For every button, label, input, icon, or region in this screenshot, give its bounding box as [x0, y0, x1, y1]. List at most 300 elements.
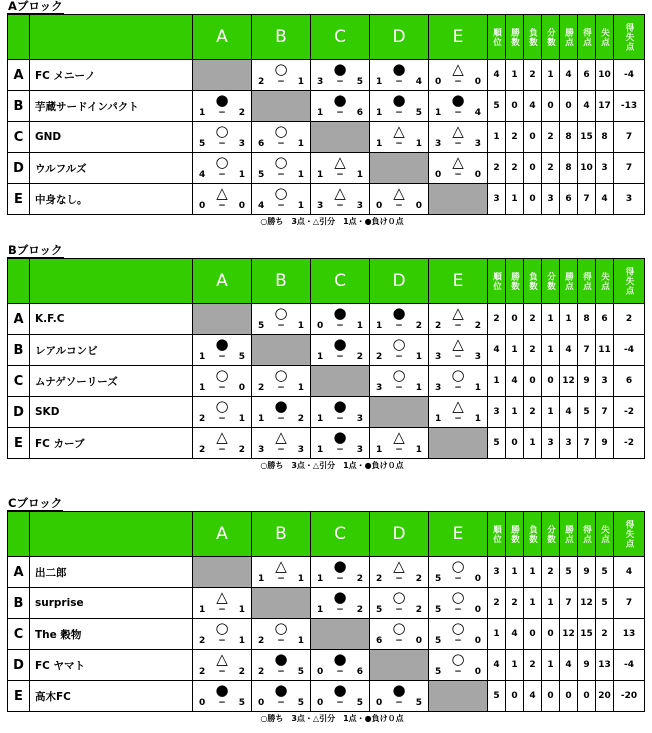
score-separator: −	[277, 77, 285, 87]
row-label: A	[8, 60, 29, 90]
loss-mark-icon: ●	[392, 681, 406, 699]
header-goals-against: 失点	[596, 259, 613, 303]
loss-mark-icon: ●	[333, 681, 347, 699]
score-separator: −	[218, 383, 226, 393]
draw-mark-icon: △	[452, 304, 464, 322]
score-line	[429, 139, 487, 150]
score-separator: −	[336, 667, 344, 677]
draw-mark-icon: △	[452, 153, 464, 171]
block-c-section	[0, 497, 652, 727]
stat-goal-difference: 2	[614, 304, 644, 334]
team-name: ウルフルズ	[30, 153, 192, 183]
loss-mark-icon: ●	[333, 650, 347, 668]
stat-losses: 2	[524, 335, 541, 365]
stat-goals-for: 8	[578, 304, 595, 334]
win-mark-icon: ○	[392, 588, 406, 606]
stat-goal-difference: 6	[614, 366, 644, 396]
score-against: 5	[297, 698, 304, 708]
stat-wins: 0	[506, 304, 523, 334]
score-for: 3	[317, 201, 324, 211]
score-for: 1	[199, 383, 206, 393]
score-against: 4	[474, 108, 481, 118]
score-against: 1	[238, 636, 245, 646]
score-line	[370, 445, 428, 456]
score-for: 0	[199, 698, 206, 708]
match-result-cell	[193, 122, 251, 152]
score-separator: −	[395, 321, 403, 331]
score-against: 0	[238, 383, 245, 393]
self-match-cell	[311, 619, 369, 649]
match-result-cell	[193, 184, 251, 214]
stat-losses: 4	[524, 91, 541, 121]
score-for: 5	[435, 605, 442, 615]
loss-mark-icon: ●	[392, 60, 406, 78]
stat-draws: 0	[542, 619, 559, 649]
score-against: 3	[356, 414, 363, 424]
stat-rank: 3	[488, 184, 505, 214]
stat-draws: 2	[542, 557, 559, 587]
score-for: 5	[376, 605, 383, 615]
score-against: 2	[474, 321, 481, 331]
header-opponent-d: D	[370, 512, 428, 556]
match-result-cell	[370, 335, 428, 365]
self-match-cell	[370, 153, 428, 183]
stat-wins: 1	[506, 184, 523, 214]
score-for: 5	[258, 170, 265, 180]
score-for: 2	[199, 636, 206, 646]
match-result-cell	[370, 122, 428, 152]
score-separator: −	[454, 108, 462, 118]
score-against: 3	[238, 139, 245, 149]
header-draws: 分数	[542, 15, 559, 59]
score-against: 5	[238, 698, 245, 708]
loss-mark-icon: ●	[392, 91, 406, 109]
stat-goal-difference: 7	[614, 122, 644, 152]
row-label: C	[8, 122, 29, 152]
score-against: 1	[415, 383, 422, 393]
stat-points: 4	[560, 397, 577, 427]
score-separator: −	[336, 352, 344, 362]
win-mark-icon: ○	[451, 366, 465, 384]
stat-rank: 2	[488, 304, 505, 334]
score-for: 1	[376, 321, 383, 331]
score-for: 1	[317, 574, 324, 584]
win-mark-icon: ○	[274, 619, 288, 637]
draw-mark-icon: △	[452, 60, 464, 78]
score-against: 6	[356, 108, 363, 118]
score-against: 1	[356, 321, 363, 331]
score-for: 2	[435, 321, 442, 331]
score-against: 1	[238, 170, 245, 180]
header-losses: 負数	[524, 259, 541, 303]
stat-points: 4	[560, 60, 577, 90]
score-against: 0	[238, 201, 245, 211]
stat-draws: 1	[542, 60, 559, 90]
score-for: 3	[435, 383, 442, 393]
score-separator: −	[454, 77, 462, 87]
score-against: 0	[474, 667, 481, 677]
score-against: 0	[474, 77, 481, 87]
header-opponent-c: C	[311, 512, 369, 556]
score-line	[252, 445, 310, 456]
score-line	[370, 574, 428, 585]
stat-losses: 1	[524, 428, 541, 458]
block-title: Cブロック	[8, 496, 63, 510]
stat-rank: 2	[488, 153, 505, 183]
score-line	[429, 605, 487, 616]
self-match-cell	[370, 650, 428, 680]
match-result-cell	[429, 650, 487, 680]
stat-goals-against: 8	[596, 122, 613, 152]
row-label: D	[8, 650, 29, 680]
score-against: 5	[415, 698, 422, 708]
match-result-cell	[429, 122, 487, 152]
score-for: 5	[435, 574, 442, 584]
score-separator: −	[336, 321, 344, 331]
score-line	[193, 605, 251, 616]
header-opponent-b: B	[252, 512, 310, 556]
match-result-cell	[252, 428, 310, 458]
team-name: レアルコンビ	[30, 335, 192, 365]
header-corner	[8, 512, 29, 556]
score-separator: −	[218, 352, 226, 362]
stat-losses: 2	[524, 60, 541, 90]
score-for: 5	[258, 321, 265, 331]
stat-wins: 1	[506, 557, 523, 587]
score-against: 1	[297, 170, 304, 180]
win-mark-icon: ○	[215, 153, 229, 171]
match-result-cell	[429, 397, 487, 427]
team-name: K.F.C	[30, 304, 192, 334]
score-against: 1	[238, 605, 245, 615]
score-line	[370, 139, 428, 150]
stat-losses: 2	[524, 304, 541, 334]
stat-wins: 1	[506, 60, 523, 90]
loss-mark-icon: ●	[451, 91, 465, 109]
score-against: 2	[415, 605, 422, 615]
score-against: 2	[356, 605, 363, 615]
points-legend: ○勝ち 3点・△引分 1点・●負け０点	[260, 217, 404, 226]
match-result-cell	[252, 153, 310, 183]
match-result-cell	[370, 619, 428, 649]
stat-points: 5	[560, 557, 577, 587]
loss-mark-icon: ●	[392, 304, 406, 322]
score-line	[252, 201, 310, 212]
stat-goals-for: 0	[578, 681, 595, 711]
row-label: E	[8, 184, 29, 214]
win-mark-icon: ○	[215, 122, 229, 140]
team-name: 中身なし。	[30, 184, 192, 214]
stat-goals-for: 15	[578, 122, 595, 152]
score-for: 2	[258, 667, 265, 677]
match-result-cell	[252, 681, 310, 711]
stat-goal-difference: 3	[614, 184, 644, 214]
standings-table	[7, 511, 645, 712]
score-separator: −	[277, 321, 285, 331]
score-against: 5	[297, 667, 304, 677]
score-for: 2	[199, 414, 206, 424]
score-against: 4	[415, 77, 422, 87]
win-mark-icon: ○	[392, 619, 406, 637]
win-mark-icon: ○	[274, 184, 288, 202]
stat-wins: 2	[506, 122, 523, 152]
score-separator: −	[395, 352, 403, 362]
self-match-cell	[429, 681, 487, 711]
stat-goal-difference: 7	[614, 588, 644, 618]
score-line	[252, 667, 310, 678]
score-line	[370, 352, 428, 363]
match-result-cell	[252, 304, 310, 334]
match-result-cell	[429, 304, 487, 334]
score-line	[311, 108, 369, 119]
draw-mark-icon: △	[216, 184, 228, 202]
loss-mark-icon: ●	[333, 91, 347, 109]
team-name: 高木FC	[30, 681, 192, 711]
score-for: 1	[317, 170, 324, 180]
stat-wins: 0	[506, 681, 523, 711]
match-result-cell	[370, 557, 428, 587]
loss-mark-icon: ●	[215, 91, 229, 109]
stat-goals-for: 12	[578, 588, 595, 618]
match-result-cell	[311, 557, 369, 587]
loss-mark-icon: ●	[333, 397, 347, 415]
header-rank: 順位	[488, 512, 505, 556]
header-opponent-d: D	[370, 259, 428, 303]
self-match-cell	[429, 184, 487, 214]
score-against: 1	[297, 321, 304, 331]
match-result-cell	[193, 681, 251, 711]
score-separator: −	[277, 414, 285, 424]
score-separator: −	[395, 77, 403, 87]
score-line	[370, 698, 428, 709]
score-against: 1	[297, 139, 304, 149]
match-result-cell	[193, 153, 251, 183]
score-separator: −	[395, 605, 403, 615]
score-line	[311, 605, 369, 616]
score-for: 3	[258, 445, 265, 455]
score-against: 0	[474, 574, 481, 584]
draw-mark-icon: △	[334, 184, 346, 202]
score-for: 1	[317, 352, 324, 362]
score-for: 5	[435, 667, 442, 677]
score-separator: −	[218, 605, 226, 615]
score-separator: −	[395, 574, 403, 584]
draw-mark-icon: △	[393, 428, 405, 446]
score-against: 1	[297, 77, 304, 87]
win-mark-icon: ○	[274, 153, 288, 171]
header-rank: 順位	[488, 15, 505, 59]
score-separator: −	[277, 574, 285, 584]
stat-wins: 2	[506, 588, 523, 618]
header-goals-against: 失点	[596, 15, 613, 59]
stat-wins: 2	[506, 153, 523, 183]
score-line	[429, 170, 487, 181]
header-draws: 分数	[542, 259, 559, 303]
header-corner	[8, 259, 29, 303]
self-match-cell	[193, 557, 251, 587]
score-separator: −	[218, 667, 226, 677]
loss-mark-icon: ●	[215, 335, 229, 353]
team-name: FC メニーノ	[30, 60, 192, 90]
score-line	[252, 139, 310, 150]
self-match-cell	[370, 397, 428, 427]
score-line	[252, 414, 310, 425]
stat-goals-against: 6	[596, 304, 613, 334]
loss-mark-icon: ●	[274, 650, 288, 668]
score-line	[311, 445, 369, 456]
stat-wins: 0	[506, 91, 523, 121]
win-mark-icon: ○	[392, 335, 406, 353]
self-match-cell	[193, 60, 251, 90]
score-line	[193, 201, 251, 212]
stat-losses: 0	[524, 619, 541, 649]
stat-goals-against: 20	[596, 681, 613, 711]
row-label: A	[8, 304, 29, 334]
score-against: 2	[238, 445, 245, 455]
score-line	[311, 321, 369, 332]
score-separator: −	[277, 139, 285, 149]
score-line	[429, 352, 487, 363]
score-line	[429, 667, 487, 678]
loss-mark-icon: ●	[215, 681, 229, 699]
score-against: 2	[356, 352, 363, 362]
header-goals-for: 得点	[578, 512, 595, 556]
score-against: 1	[415, 139, 422, 149]
score-separator: −	[218, 698, 226, 708]
score-for: 5	[199, 139, 206, 149]
stat-goals-for: 5	[578, 397, 595, 427]
score-for: 1	[435, 414, 442, 424]
score-against: 1	[297, 636, 304, 646]
header-opponent-a: A	[193, 15, 251, 59]
match-result-cell	[429, 153, 487, 183]
score-line	[311, 574, 369, 585]
match-result-cell	[252, 557, 310, 587]
stat-points: 6	[560, 184, 577, 214]
draw-mark-icon: △	[216, 588, 228, 606]
stat-goals-against: 3	[596, 366, 613, 396]
match-result-cell	[311, 60, 369, 90]
stat-points: 3	[560, 428, 577, 458]
score-against: 1	[474, 414, 481, 424]
match-result-cell	[311, 184, 369, 214]
stat-rank: 4	[488, 335, 505, 365]
stat-points: 8	[560, 122, 577, 152]
score-separator: −	[277, 170, 285, 180]
score-separator: −	[336, 574, 344, 584]
match-result-cell	[193, 650, 251, 680]
header-goals-for: 得点	[578, 15, 595, 59]
score-separator: −	[277, 667, 285, 677]
score-against: 5	[238, 352, 245, 362]
score-for: 1	[376, 108, 383, 118]
match-result-cell	[311, 91, 369, 121]
header-corner	[8, 15, 29, 59]
stat-goals-against: 17	[596, 91, 613, 121]
score-against: 2	[415, 321, 422, 331]
standings-table	[7, 258, 645, 459]
stat-rank: 5	[488, 681, 505, 711]
block-b-section	[0, 244, 652, 474]
header-losses: 負数	[524, 15, 541, 59]
score-line	[252, 698, 310, 709]
win-mark-icon: ○	[451, 650, 465, 668]
stat-goal-difference: -2	[614, 428, 644, 458]
win-mark-icon: ○	[451, 557, 465, 575]
stat-goals-for: 7	[578, 184, 595, 214]
team-name: 芋蔵サードインパクト	[30, 91, 192, 121]
stat-goals-against: 5	[596, 588, 613, 618]
header-points: 勝点	[560, 512, 577, 556]
stat-goals-for: 9	[578, 650, 595, 680]
match-result-cell	[193, 366, 251, 396]
block-title: Bブロック	[8, 243, 63, 257]
header-goal-difference: 得失点	[614, 15, 644, 59]
score-line	[370, 201, 428, 212]
stat-wins: 1	[506, 335, 523, 365]
score-for: 2	[258, 636, 265, 646]
self-match-cell	[252, 588, 310, 618]
win-mark-icon: ○	[215, 619, 229, 637]
score-against: 1	[415, 445, 422, 455]
score-line	[311, 170, 369, 181]
score-against: 2	[415, 574, 422, 584]
score-line	[252, 170, 310, 181]
score-against: 0	[474, 170, 481, 180]
stat-draws: 1	[542, 397, 559, 427]
stat-points: 4	[560, 650, 577, 680]
header-opponent-e: E	[429, 15, 487, 59]
score-separator: −	[277, 383, 285, 393]
score-for: 0	[435, 77, 442, 87]
score-line	[429, 321, 487, 332]
stat-losses: 2	[524, 650, 541, 680]
draw-mark-icon: △	[393, 184, 405, 202]
score-separator: −	[336, 77, 344, 87]
stat-goals-against: 10	[596, 60, 613, 90]
score-line	[311, 667, 369, 678]
win-mark-icon: ○	[451, 588, 465, 606]
match-result-cell	[311, 428, 369, 458]
points-legend: ○勝ち 3点・△引分 1点・●負け０点	[260, 461, 404, 470]
team-name: 出二郎	[30, 557, 192, 587]
score-separator: −	[277, 698, 285, 708]
score-for: 6	[376, 636, 383, 646]
stat-points: 12	[560, 366, 577, 396]
score-line	[252, 77, 310, 88]
stat-draws: 2	[542, 122, 559, 152]
score-line	[429, 574, 487, 585]
draw-mark-icon: △	[275, 428, 287, 446]
score-for: 2	[376, 574, 383, 584]
score-for: 1	[199, 605, 206, 615]
score-line	[429, 636, 487, 647]
stat-wins: 1	[506, 650, 523, 680]
score-against: 2	[356, 574, 363, 584]
score-line	[311, 698, 369, 709]
score-separator: −	[336, 605, 344, 615]
stat-points: 1	[560, 304, 577, 334]
block-title: Aブロック	[8, 0, 63, 13]
loss-mark-icon: ●	[333, 60, 347, 78]
score-separator: −	[395, 445, 403, 455]
draw-mark-icon: △	[393, 122, 405, 140]
team-name: FC ヤマト	[30, 650, 192, 680]
stat-goal-difference: -20	[614, 681, 644, 711]
match-result-cell	[252, 60, 310, 90]
stat-goal-difference: -4	[614, 60, 644, 90]
score-line	[193, 414, 251, 425]
